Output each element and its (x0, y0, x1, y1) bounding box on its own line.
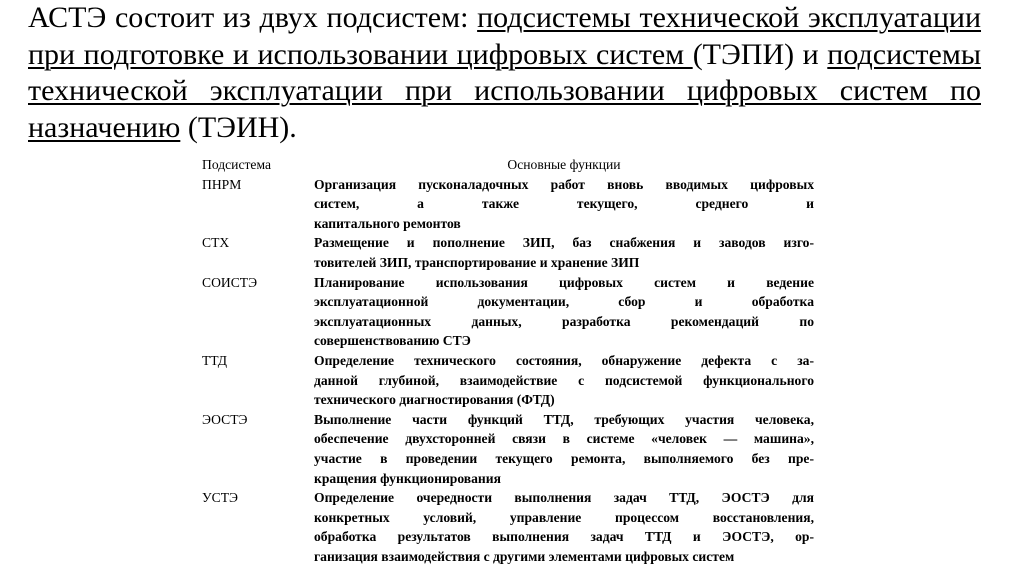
function-text-line: эксплуатационной документации, сбор и обработка (314, 294, 814, 310)
intro-text-part1: АСТЭ состоит из двух подсистем: (28, 1, 478, 34)
table-body (202, 175, 814, 567)
subsystem-code: СТХ (202, 235, 230, 251)
table-row (202, 351, 814, 410)
function-text-line: Определение очередности выполнения задач ТТД, ЭОСТЭ для (314, 490, 814, 506)
subsystem-code: СОИСТЭ (202, 274, 258, 290)
subsystem-code: УСТЭ (202, 490, 238, 506)
subsystem-code: ЭОСТЭ (202, 411, 248, 427)
function-text-line: Размещение и пополнение ЗИП, баз снабжения и заводов изго- (314, 235, 814, 251)
function-text-line: ганизация взаимодействия с другими элементами цифровых систем (314, 548, 735, 564)
function-text-line: совершенствованию СТЭ (314, 333, 471, 349)
table-row (202, 273, 814, 351)
table-row (202, 175, 814, 234)
table-row (202, 488, 814, 566)
subsystem-functions (314, 488, 814, 566)
subsystem-functions (314, 273, 814, 351)
subsystem-functions (314, 351, 814, 410)
column-header-subsystem: Подсистема (202, 157, 271, 172)
intro-subsystem-tein: подсистемы технической эксплуатации при использовании цифровых систем по назначению (28, 37, 982, 144)
function-text-line: Организация пусконаладочных работ вновь вводимых цифровых (314, 176, 814, 192)
subsystem-functions (314, 410, 814, 488)
intro-text-part3: (ТЭИН). (180, 110, 297, 144)
intro-text-part2: (ТЭПИ) и (692, 37, 828, 71)
intro-subsystem-tepi: подсистемы технической эксплуатации при подготовке и использовании цифровых систем (28, 1, 982, 71)
subsystem-code: ПНРМ (202, 176, 242, 192)
table-header-row (202, 155, 814, 175)
functions-table-container (202, 155, 814, 566)
subsystem-functions (314, 233, 814, 272)
subsystem-code: ТТД (202, 352, 228, 368)
functions-table (202, 155, 814, 566)
column-header-functions: Основные функции (507, 157, 621, 172)
function-text-line: систем, а также текущего, среднего и (314, 196, 814, 212)
table-row (202, 233, 814, 272)
intro-paragraph (28, 0, 981, 146)
subsystem-functions (314, 175, 814, 234)
function-text-line: Планирование использования цифровых систем и ведение (314, 274, 814, 290)
function-text-line: товителей ЗИП, транспортирование и хранение ЗИП (314, 254, 640, 270)
function-text-line: Определение технического состояния, обнаружение дефекта с за- (314, 352, 814, 368)
function-text-line: эксплуатационных данных, разработка рекомендаций по (314, 313, 814, 329)
function-text-line: участие в проведении текущего ремонта, выполняемого без пре- (314, 450, 814, 466)
function-text-line: данной глубиной, взаимодействие с подсистемой функционального (314, 372, 814, 388)
function-text-line: капитального ремонтов (314, 215, 461, 231)
table-row (202, 410, 814, 488)
function-text-line: обеспечение двухсторонней связи в системе «человек — машина», (314, 431, 814, 447)
function-text-line: кращения функционирования (314, 470, 501, 486)
function-text-line: Выполнение части функций ТТД, требующих участия человека, (314, 411, 814, 427)
function-text-line: конкретных условий, управление процессом восстановления, (314, 509, 814, 525)
function-text-line: технического диагностирования (ФТД) (314, 392, 555, 408)
function-text-line: обработка результатов выполнения задач ТТД и ЭОСТЭ, ор- (314, 529, 814, 545)
